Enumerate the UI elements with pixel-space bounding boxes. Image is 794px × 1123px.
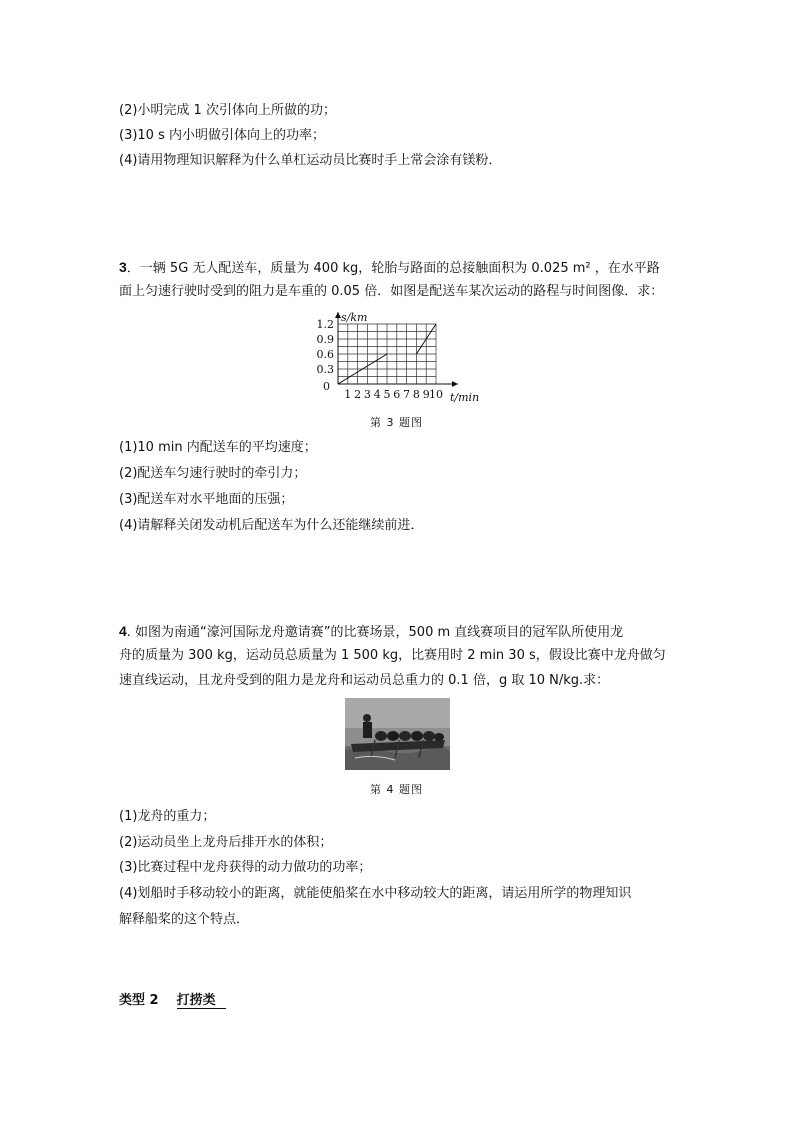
x-tick-label: 10	[429, 388, 443, 401]
x-axis-arrow	[452, 381, 458, 387]
q4-stem-line-1	[119, 623, 623, 641]
x-tick-label: 1	[344, 388, 352, 401]
y-tick-label: 0.3	[316, 363, 334, 376]
section-label: 类型 2	[119, 993, 159, 1008]
origin-label: 0	[323, 380, 330, 393]
q3-stem-text-1: ．一辆 5G 无人配送车，质量为 400 kg，轮胎与路面的总接触面积为 0.025 m² ，在水平路	[126, 261, 660, 276]
q3-stem-line-1	[119, 259, 660, 277]
q4-part-4: (4)划船时手移动较小的距离，就能使船桨在水中移动较大的距离，请运用所学的物理知识	[119, 886, 632, 901]
x-tick-label: 2	[354, 388, 362, 401]
q4-part-3: (3)比赛过程中龙舟获得的动力做功的功率；	[119, 860, 372, 875]
chart-labels	[317, 311, 480, 404]
q4-number: 4	[119, 623, 127, 639]
q4-part-1: (1)龙舟的重力；	[119, 809, 216, 824]
y-tick-label: 1.2	[316, 318, 334, 331]
x-tick-label: 3	[363, 388, 371, 401]
section-name: 打捞类	[177, 993, 226, 1009]
q3-part-4: (4)请解释关闭发动机后配送车为什么还能继续前进．	[119, 518, 424, 533]
q3-figure-caption: 第 3 题图	[370, 416, 423, 429]
section-heading	[119, 989, 226, 1008]
q4-stem-line-3: 速直线运动，且龙舟受到的阻力是龙舟和运动员总重力的 0.1 倍，g 取 10 N/kg.求：	[119, 673, 610, 688]
x-tick-label: 6	[393, 388, 401, 401]
q3-number: 3	[119, 259, 127, 275]
q4-stem-text-1: . 如图为南通“濠河国际龙舟邀请赛”的比赛场景，500 m 直线赛项目的冠军队所使用龙	[126, 625, 624, 640]
q4-stem-line-2: 舟的质量为 300 kg，运动员总质量为 1 500 kg，比赛用时 2 min 30 s，假设比赛中龙舟做匀	[119, 648, 666, 663]
q4-part-4-continued: 解释船桨的这个特点．	[119, 912, 250, 927]
q4-figure-caption: 第 4 题图	[370, 783, 423, 796]
x-tick-label: 7	[403, 388, 411, 401]
x-tick-label: 8	[412, 388, 420, 401]
q2-part-2: (2)小明完成 1 次引体向上所做的功；	[119, 103, 336, 118]
q3-part-3: (3)配送车对水平地面的压强；	[119, 492, 294, 507]
q2-part-4: (4)请用物理知识解释为什么单杠运动员比赛时手上常会涂有镁粉．	[119, 153, 502, 168]
y-tick-label: 0.6	[316, 348, 334, 361]
y-axis-label: s/km	[341, 311, 368, 324]
q4-part-2: (2)运动员坐上龙舟后排开水的体积；	[119, 835, 333, 850]
distance-time-chart	[300, 308, 490, 408]
x-tick-label: 5	[383, 388, 391, 401]
q2-part-3: (3)10 s 内小明做引体向上的功率；	[119, 128, 325, 143]
y-tick-label: 0.9	[316, 333, 334, 346]
x-tick-label: 4	[373, 388, 381, 401]
x-tick-label: 9	[422, 388, 430, 401]
q3-stem-line-2: 面上匀速行驶时受到的阻力是车重的 0.05 倍．如图是配送车某次运动的路程与时间图像．求：	[119, 284, 664, 299]
q3-part-2: (2)配送车匀速行驶时的牵引力；	[119, 466, 307, 481]
x-axis-label: t/min	[450, 391, 480, 404]
q3-part-1: (1)10 min 内配送车的平均速度；	[119, 440, 317, 455]
dragon-boat-photo	[345, 698, 450, 770]
